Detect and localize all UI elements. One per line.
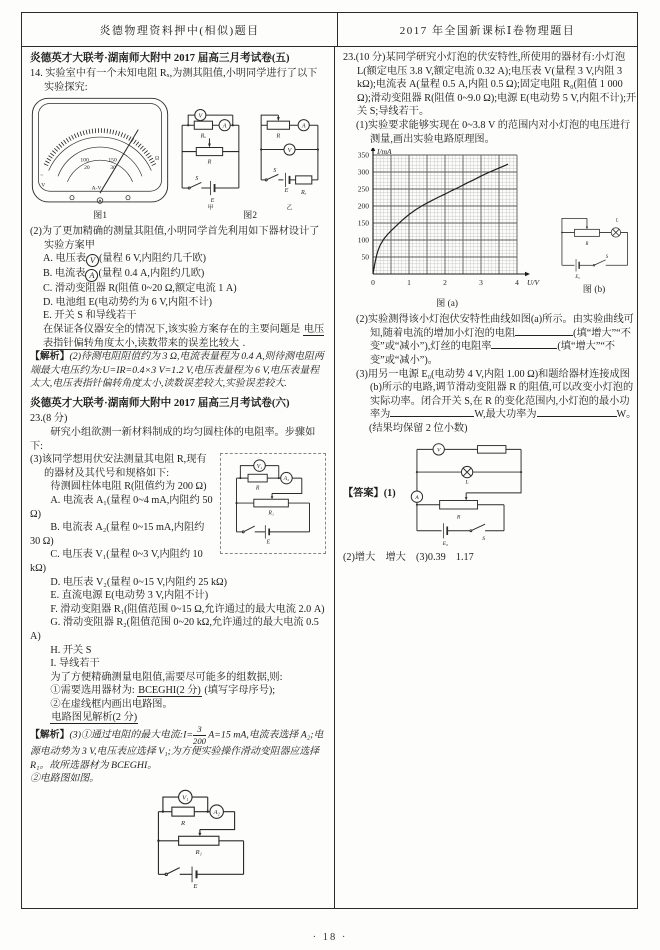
dial-num: 100: [80, 157, 89, 164]
jiexi6-paragraph: [30, 725, 326, 772]
answer-label: 【答案】(1): [343, 487, 396, 499]
svg-text:A: A: [414, 494, 419, 501]
svg-text:S: S: [273, 167, 277, 174]
rq2-p2: (填“增大”“不变”或“减小”),灯丝的电阻率: [370, 327, 631, 353]
fig2-caption: 图2: [243, 211, 257, 222]
fraction-numerator: 3: [193, 725, 206, 736]
q23-score: 23.(8 分): [30, 413, 68, 425]
dial-v-label: V: [41, 182, 46, 189]
c1-pre: ①需要选用器材为:: [50, 685, 135, 697]
svg-text:A: A: [301, 123, 306, 130]
c2-answer-underline: 电路图见解析(2 分): [51, 712, 138, 724]
svg-text:乙: 乙: [286, 205, 293, 211]
svg-text:A₂: A₂: [283, 476, 290, 483]
svg-text:3: 3: [479, 278, 483, 288]
terminal-icon: [126, 196, 130, 200]
jiexi6-p2: A=15 mA,电流表选择 A₂;电源电动势为 3 V,电压表应选择 V₁;为方便实验操作滑动变阻器应选择 R₁。故所选器材为 BCEGHI。: [30, 729, 324, 771]
item-c: C. 滑动变阻器 R(阻值 0~20 Ω,额定电流 1 A): [43, 283, 237, 295]
fig-a-b-row: [347, 148, 637, 310]
svg-text:R: R: [456, 513, 460, 520]
multimeter-dial-figure: [30, 96, 170, 210]
blank-underline: [515, 327, 573, 336]
rq2-p1: (2)实验测得该小灯泡伏安特性曲线如图(a)所示。由实验曲线可知,随着电流的增加小灯泡的电阻: [356, 314, 634, 339]
svg-text:V: V: [436, 446, 441, 453]
rq2-text: [356, 313, 637, 367]
rq3-note: (结果均保留 2 位小数): [369, 422, 468, 434]
fraction: [193, 725, 206, 745]
equip-item: G. 滑动变阻器 R₂(阻值范围 0~20 kΩ,允许通过的最大电流 0.5 A): [30, 617, 319, 642]
svg-text:Rₓ: Rₓ: [200, 133, 207, 140]
jiexi5-text: (2)待测电阻阻值约为 3 Ω,电流表量程为 0.4 A,则待测电阻两端最大电压约为:U=IR=0.4×3 V=1.2 V,电压表量程为 6 V,电压表量程太大,电压表指针偏转角度太小,读数误差较大,实验误差较大.: [30, 351, 324, 390]
item-d: D. 电池组 E(电动势约为 6 V,内阻不计): [43, 296, 213, 308]
voltmeter-circle-icon: V: [86, 254, 99, 267]
svg-text:R₁: R₁: [268, 510, 274, 517]
fig-a-caption: 图 (a): [436, 299, 458, 310]
svg-text:300: 300: [357, 167, 369, 177]
answer-circuit-left-svg: [145, 787, 257, 890]
svg-text:I/mA: I/mA: [377, 148, 392, 157]
svg-text:S: S: [481, 535, 485, 542]
rq3-p1: (3)用另一电源 E₀(电动势 4 V,内阻 1.00 Ω)和题给器材连接成图(b)所示的电路,调节滑动变阻器 R 的阻值,可以改变小灯泡的实际功率。闭合开关 S,在 R 的变化范围内,小灯泡的最小功率为: [356, 368, 634, 421]
svg-text:U/V: U/V: [527, 278, 540, 288]
item-b-pre: B. 电流表: [43, 268, 86, 280]
svg-text:E₀: E₀: [575, 274, 580, 280]
dial-num: 20: [84, 164, 90, 171]
left-column: [22, 47, 335, 908]
svg-text:E: E: [284, 187, 289, 194]
blank-underline: [537, 408, 617, 417]
equip-item: B. 电流表 A₂(量程 0~15 mA,内阻约 30 Ω): [30, 522, 205, 547]
fraction-denominator: 200: [193, 735, 206, 746]
problem-pre: 在保证各仪器安全的情况下,该实验方案存在的主要问题是: [43, 324, 301, 336]
svg-text:E₀: E₀: [442, 540, 448, 547]
dashed-circuit-box: [220, 453, 326, 554]
svg-text:V₁: V₁: [256, 463, 263, 470]
exam5-heading: 炎德英才大联考·湖南师大附中 2017 届高三月考试卷(五): [30, 53, 290, 64]
q23-need: 为了方便精确测量电阻值,需要尽可能多的组数据,则:: [50, 671, 283, 683]
svg-text:E: E: [210, 197, 215, 204]
fig-b-caption: 图 (b): [582, 285, 606, 296]
c1-answer-underline: BCEGHI(2 分): [138, 685, 201, 697]
answer-values: (2)增大 增大 (3)0.39 1.17: [343, 552, 474, 564]
svg-text:L: L: [615, 218, 619, 224]
equip-item: A. 电流表 A₁(量程 0~4 mA,内阻约 50 Ω): [30, 494, 213, 520]
svg-text:R: R: [207, 159, 212, 166]
q14-text: 14. 实验室中有一个未知电阻 Rₓ,为测其阻值,小明同学进行了以下实验探究:: [30, 68, 318, 93]
answer-row: [343, 438, 637, 550]
c2-line: ②在虚线框内画出电路图。: [50, 698, 173, 710]
svg-text:R₁: R₁: [195, 849, 202, 857]
svg-text:R: R: [180, 820, 185, 828]
page-frame: [21, 12, 638, 909]
page-number: · 18 ·: [312, 932, 348, 943]
dial-ohm-label: Ω: [155, 155, 160, 162]
header-row: [22, 13, 637, 47]
problem-end: .: [242, 337, 246, 349]
content-columns: [22, 47, 637, 908]
ammeter-circle-icon: A: [85, 269, 98, 282]
q2-intro: (2)为了更加精确的测量其阻值,小明同学首先利用如下器材设计了实验方案甲: [30, 226, 320, 251]
item-a-pre: A. 电压表: [43, 253, 87, 265]
exam6-heading: 炎德英才大联考·湖南师大附中 2017 届高三月考试卷(六): [30, 398, 290, 410]
dial-tilde-label: ~: [40, 172, 44, 179]
svg-text:350: 350: [357, 150, 369, 160]
item-e: E. 开关 S 和导线若干: [43, 310, 137, 322]
svg-text:E: E: [266, 539, 270, 546]
equip-item: F. 滑动变阻器 R₁(阻值范围 0~15 Ω,允许通过的最大电流 2.0 A): [50, 603, 325, 615]
va-circuit-svg: [225, 457, 321, 545]
item-b: [43, 267, 326, 282]
answer-circuit-left-figure: [75, 787, 326, 890]
jiexi5-paragraph: [30, 350, 326, 390]
item-b-post: (量程 0.4 A,内阻约几欧): [98, 268, 205, 280]
svg-text:4: 4: [515, 278, 519, 288]
rq3-end: W。: [616, 409, 637, 421]
terminal-icon: [70, 196, 74, 200]
q23-r-text: 待测圆柱体电阻 R(阻值约为 200 Ω): [50, 481, 207, 493]
item-a-post: (量程 6 V,内阻约几千欧): [99, 253, 207, 265]
header-left-title: 炎德物理资料押中(相似)题目: [22, 13, 338, 46]
q23-intro: 研究小组欲测一新材料制成的均匀圆柱体的电阻率。步骤如下:: [30, 427, 316, 452]
fig2-circuits-svg: [174, 109, 326, 210]
problem-text: [43, 323, 326, 350]
svg-text:100: 100: [357, 235, 369, 245]
q23-3-text: (3)该同学想用伏安法测量其电阻 R,现有的器材及其代号和规格如下:: [30, 454, 207, 479]
c1-line: [30, 684, 326, 698]
problem-answer-underline: 电压表指针偏转角度太小,读数带来的误差比较大: [43, 324, 325, 349]
rq3-mid: W,最大功率为: [474, 409, 537, 421]
circuit-yi: [260, 115, 319, 210]
svg-text:150: 150: [357, 218, 369, 228]
fig1-caption: 图1: [93, 211, 107, 222]
blank-underline: [390, 408, 474, 417]
svg-text:S: S: [195, 175, 199, 182]
equip-item: I. 导线若干: [50, 658, 100, 670]
svg-text:A: A: [222, 123, 227, 130]
svg-text:50: 50: [361, 252, 369, 262]
jiexi-label: 【解析】: [30, 729, 70, 741]
c2-answer: [30, 711, 326, 725]
dial-av-label: A-V: [91, 185, 102, 192]
jiexi6-p1: (3)①通过电阻的最大电流:I=: [69, 729, 194, 741]
svg-text:E: E: [192, 883, 197, 891]
item-a: [43, 252, 326, 267]
iv-chart-figure: [347, 148, 547, 310]
circuit-jia: [182, 109, 239, 210]
svg-text:V: V: [198, 113, 203, 120]
svg-text:R: R: [585, 242, 589, 248]
blank-underline: [491, 340, 557, 349]
q14-figures: [30, 96, 326, 222]
rq1-text: (1)实验要求能够实现在 0~3.8 V 的范围内对小灯泡的电压进行测量,画出实验电路原理图。: [356, 119, 631, 145]
right-column: [335, 47, 645, 908]
svg-text:1: 1: [407, 278, 411, 288]
dial-num: 30: [110, 164, 116, 171]
rq23-text: 23.(10 分)某同学研究小灯泡的伏安特性,所使用的器材有:小灯泡 L(额定电压 3.8 V,额定电流 0.32 A);电压表 V(量程 3 V,内阻 3 kΩ);电流表 A(量程 0.5 A,内阻 0.5 Ω);固定电阻 R₀(阻值 1 000 Ω);滑动变阻器 R(阻值 0~9.0 Ω);电源 E(电动势 5 V,内阻不计);开关 S;导线若干。: [343, 52, 637, 118]
figb-circuit-svg: [551, 209, 637, 284]
rq2-p3: (填“增大”“不变”或“减小”)。: [370, 341, 616, 366]
dial-num: 150: [108, 157, 117, 164]
jiexi6-p3: ②电路图如图。: [30, 773, 100, 785]
iv-chart-svg: [347, 148, 547, 298]
svg-text:2: 2: [443, 278, 447, 288]
figb-circuit-figure: [551, 209, 637, 296]
equip-item: E. 直流电源 E(电动势 3 V,内阻不计): [50, 590, 209, 602]
svg-text:R: R: [276, 133, 281, 140]
svg-text:A₂: A₂: [212, 809, 220, 817]
svg-text:250: 250: [357, 184, 369, 194]
svg-text:0: 0: [371, 278, 375, 288]
answer-circuit-svg: [398, 438, 540, 550]
svg-text:R: R: [255, 485, 260, 492]
c1-post: (填写字母序号);: [204, 685, 276, 697]
svg-text:S: S: [605, 255, 609, 261]
svg-text:200: 200: [357, 201, 369, 211]
svg-text:V: V: [287, 147, 292, 154]
header-right-title: 2017 年全国新课标Ⅰ卷物理题目: [399, 24, 576, 37]
jiexi-label: 【解析】: [30, 351, 70, 363]
svg-text:L: L: [465, 478, 469, 485]
svg-text:Rₓ: Rₓ: [300, 189, 307, 196]
svg-text:V₁: V₁: [181, 795, 189, 803]
multimeter-figure: [30, 96, 170, 222]
rq3-text: [356, 368, 637, 436]
equip-item: C. 电压表 V₁(量程 0~3 V,内阻约 10 kΩ): [30, 549, 203, 574]
equip-item: H. 开关 S: [50, 644, 92, 656]
circuits-figure: [174, 109, 326, 222]
equip-item: D. 电压表 V₂(量程 0~15 V,内阻约 25 kΩ): [50, 576, 228, 588]
q23-3-block: [30, 453, 326, 671]
svg-text:甲: 甲: [207, 205, 214, 211]
